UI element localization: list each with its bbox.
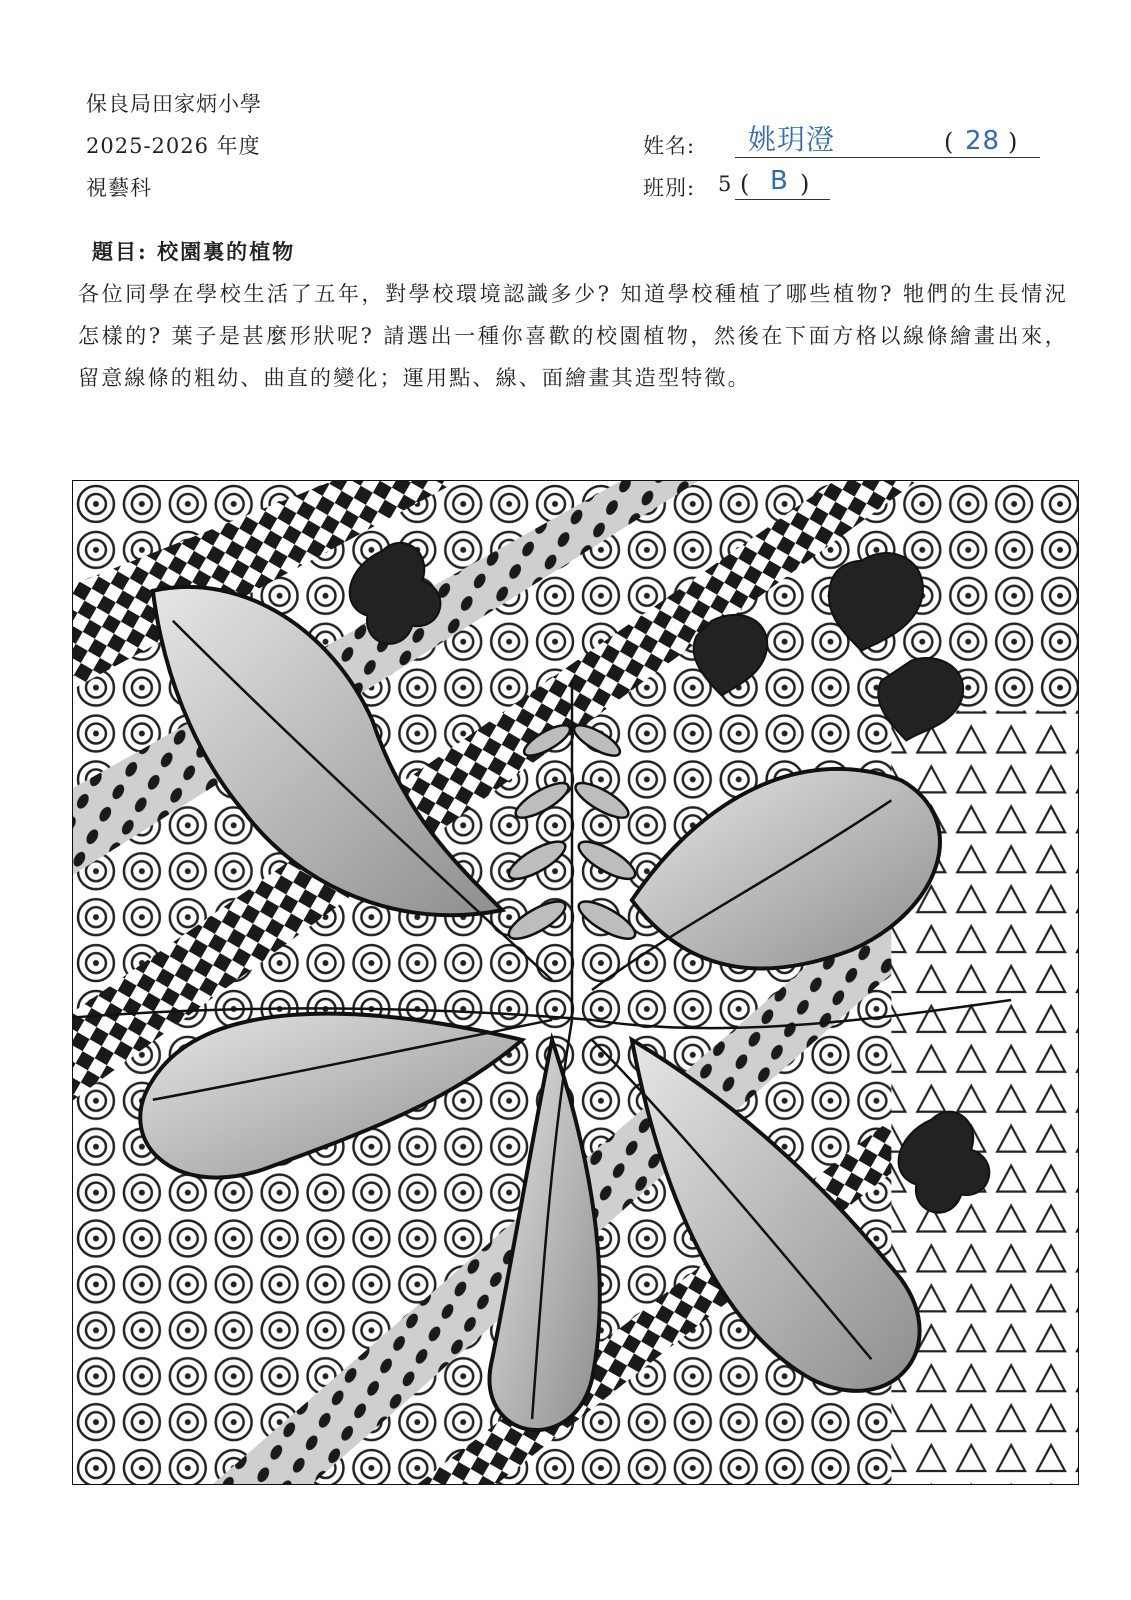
class-grade: 5 xyxy=(718,172,733,196)
subject-name: 視藝科 xyxy=(86,176,152,200)
class-open: ( xyxy=(740,170,751,198)
name-label: 姓名: xyxy=(643,134,696,158)
name-underline xyxy=(735,157,1040,158)
number-open: ( xyxy=(944,128,955,156)
school-year: 2025-2026 年度 xyxy=(86,134,261,158)
title-text: 校園裏的植物 xyxy=(157,239,296,264)
assignment-instructions: 各位同學在學校生活了五年，對學校環境認識多少? 知道學校種植了哪些植物? 牠們的生長情況怎樣的? 葉子是甚麼形狀呢? 請選出一種你喜歡的校園植物，然後在下面方格以線條繪畫出來，留意線條的粗幼、曲直的變化；運用點、線、面繪畫其造型特徵。 xyxy=(78,282,1068,390)
class-value: B xyxy=(770,166,789,196)
title-label: 題目: xyxy=(92,239,148,264)
number-close: ) xyxy=(1008,128,1019,156)
plant-drawing-artwork xyxy=(72,480,1079,1485)
school-name: 保良局田家炳小學 xyxy=(86,92,262,116)
number-value: 28 xyxy=(965,126,1001,156)
assignment-title xyxy=(92,236,295,266)
class-label: 班別: xyxy=(643,176,696,200)
name-value: 姚玥澄 xyxy=(748,123,836,156)
class-underline xyxy=(735,199,830,200)
plant-drawing xyxy=(73,481,1078,1484)
class-close: ) xyxy=(800,170,811,198)
